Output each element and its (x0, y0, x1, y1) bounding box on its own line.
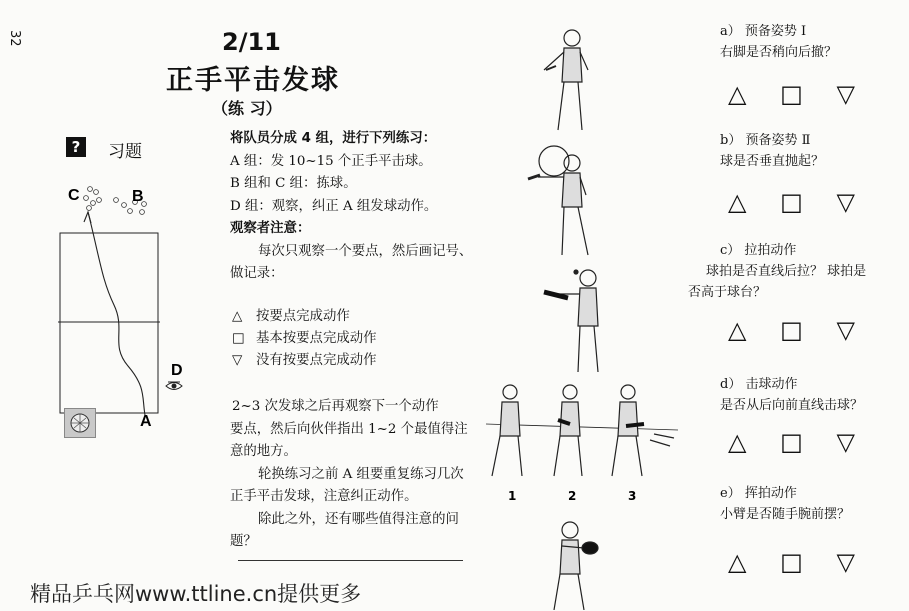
player-figure-ready-2 (528, 146, 588, 255)
triangle-up-icon: △ (232, 309, 243, 324)
sequence-number: 1 (508, 489, 517, 503)
player-figure-backswing (544, 270, 598, 372)
player-figure-ready-1 (544, 30, 588, 130)
review-item: e） 挥拍动作 小臂是否随手腕前摆？ (720, 486, 851, 522)
page-number: 32 (7, 30, 22, 47)
page-subtitle: （练 习） (212, 99, 282, 118)
paragraph-line: 轮换练习之前 A 组要重复练习几次 (258, 466, 464, 482)
rating-triangle-up[interactable]: △ (728, 428, 747, 456)
table-outline (60, 233, 158, 413)
paragraph-line: 要点，然后向伙伴指出 1~2 个最值得注 (230, 421, 468, 437)
rating-square[interactable]: □ (780, 80, 803, 108)
triangle-down-icon: ▽ (232, 353, 243, 368)
exercise-label: 习题 (108, 142, 142, 162)
label-b: B (132, 188, 144, 205)
label-a: A (140, 413, 152, 430)
legend-item: ▽ 没有按要点完成动作 (232, 350, 377, 372)
player-figure-follow-through (554, 522, 598, 610)
rating-triangle-up[interactable]: △ (728, 80, 747, 108)
rating-triangle-up[interactable]: △ (728, 316, 747, 344)
review-item: b） 预备姿势 Ⅱ 球是否垂直抛起？ (720, 133, 825, 169)
instruction-line: A 组：发 10~15 个正手平击球。 (230, 153, 432, 169)
instruction-line: D 组：观察，纠正 A 组发球动作。 (230, 198, 438, 214)
rating-triangle-down[interactable]: ▽ (836, 80, 855, 108)
rating-row (728, 428, 855, 456)
answer-line (238, 560, 463, 561)
instructions (230, 128, 475, 286)
legend-item: △ 按要点完成动作 (232, 306, 377, 328)
rating-square[interactable]: □ (780, 188, 803, 216)
rating-row (728, 548, 855, 576)
rating-row (728, 188, 855, 216)
rating-triangle-down[interactable]: ▽ (836, 188, 855, 216)
ball-cluster-c (84, 187, 102, 211)
rating-square[interactable]: □ (780, 548, 803, 576)
label-d: D (171, 362, 183, 379)
lesson-code: 2/11 (222, 28, 281, 56)
observer-heading: 观察者注意： (230, 221, 311, 236)
review-item: a） 预备姿势 Ⅰ 右脚是否稍向后撤？ (720, 24, 838, 60)
rating-triangle-down[interactable]: ▽ (836, 548, 855, 576)
label-c: C (68, 187, 80, 204)
player-figure-contact-sequence (486, 385, 678, 476)
observer-paragraph-cont: 做记录： (230, 266, 284, 281)
instruction-line: B 组和 C 组：拣球。 (230, 176, 357, 191)
rating-row (728, 316, 855, 344)
ball-trajectory (88, 212, 145, 415)
question-icon: ? (66, 137, 86, 157)
rating-triangle-down[interactable]: ▽ (836, 428, 855, 456)
rating-triangle-down[interactable]: ▽ (836, 316, 855, 344)
rating-square[interactable]: □ (780, 428, 803, 456)
rating-triangle-up[interactable]: △ (728, 188, 747, 216)
sequence-number: 2 (568, 489, 577, 503)
legend-item: □ 基本按要点完成动作 (232, 328, 377, 350)
paragraph-line: 除此之外，还有哪些值得注意的问 (258, 511, 459, 527)
rating-legend (232, 306, 377, 372)
site-watermark: 精品乒乓网www.ttline.cn提供更多 (30, 582, 362, 606)
paragraph-line: 意的地方。 (230, 444, 297, 459)
review-item: d） 击球动作 是否从后向前直线击球？ (720, 377, 864, 413)
sequence-number: 3 (628, 489, 637, 503)
rating-triangle-up[interactable]: △ (728, 548, 747, 576)
rating-row (728, 80, 855, 108)
page-title: 正手平击发球 (166, 65, 340, 96)
review-item: c） 拉拍动作 球拍是否直线后拉？ 球拍是 否高于球台？ (688, 243, 867, 300)
observation-paragraphs (230, 396, 475, 554)
paragraph-line: 正手平击发球，注意纠正动作。 (230, 489, 418, 504)
observer-paragraph: 每次只观察一个要点，然后画记号、 (258, 243, 473, 259)
court-diagram (40, 170, 190, 435)
instructions-heading: 将队员分成 4 组，进行下列练习： (230, 131, 437, 146)
paragraph-line: 题？ (230, 534, 257, 549)
ball-icon (64, 408, 96, 438)
paragraph-line: 2~3 次发球之后再观察下一个动作 (232, 399, 439, 414)
eye-icon (166, 382, 182, 390)
rating-square[interactable]: □ (780, 316, 803, 344)
square-icon: □ (232, 331, 245, 346)
player-figures (478, 20, 688, 610)
